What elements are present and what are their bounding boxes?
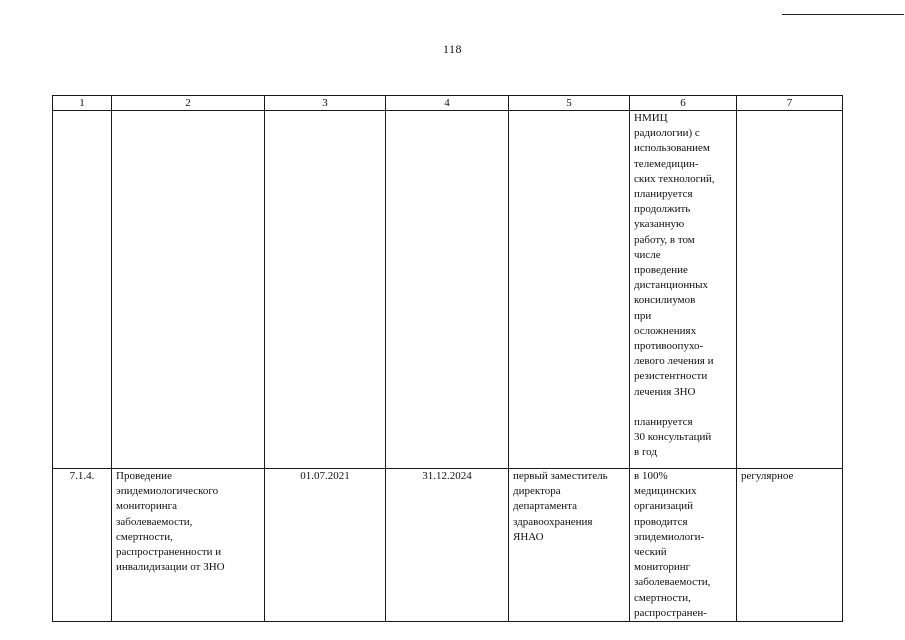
header-row [53, 96, 843, 111]
header-col-2: 2 [112, 96, 265, 111]
text-line: проведение [634, 264, 688, 277]
text-line: распространен- [634, 606, 707, 619]
cell-result [630, 469, 737, 622]
text-line: организаций [634, 500, 694, 513]
page-number: 118 [442, 42, 463, 56]
cell-empty [53, 111, 112, 469]
text-line: эпидемиологического [116, 485, 219, 498]
text-line: первый заместитель [513, 470, 608, 482]
text-line: радиологии) с [634, 127, 700, 140]
header-col-4: 4 [386, 96, 509, 111]
text-line: при [634, 309, 652, 322]
text-line: противоопухо- [634, 340, 704, 353]
document-table [52, 95, 843, 622]
cell-start-date: 01.07.2021 [265, 469, 386, 622]
result-text-plan [634, 415, 732, 461]
cell-responsible [509, 469, 630, 622]
header-col-6: 6 [630, 96, 737, 111]
text-line: резистентности [634, 370, 708, 383]
text-line: мониторинг [634, 561, 691, 574]
text-line: консилиумов [634, 294, 696, 307]
cell-result-continuation [630, 111, 737, 469]
text-line: Проведение [116, 470, 172, 482]
result-text [634, 111, 732, 400]
text-line: числе [634, 248, 661, 261]
table-row-continuation [53, 111, 843, 469]
paragraph-gap [634, 400, 732, 415]
header-col-1: 1 [53, 96, 112, 111]
responsible-text [513, 469, 625, 545]
text-line: дистанционных [634, 279, 709, 292]
text-line: заболеваемости, [634, 576, 711, 589]
text-line: эпидемиологи- [634, 530, 705, 543]
header-col-7: 7 [737, 96, 843, 111]
cell-item-number: 7.1.4. [53, 469, 112, 622]
text-line: ческий [634, 546, 667, 559]
text-line: 30 консультаций [634, 431, 712, 444]
text-line: смертности, [116, 530, 173, 543]
text-line: работу, в том [634, 233, 695, 246]
top-rule [782, 14, 904, 15]
cell-activity-name [112, 469, 265, 622]
text-line: в 100% [634, 470, 668, 482]
cell-periodicity: регулярное [737, 469, 843, 622]
text-line: осложнениях [634, 324, 697, 337]
header-col-5: 5 [509, 96, 630, 111]
text-line: директора [513, 485, 561, 498]
text-line: медицинских [634, 485, 697, 498]
text-line: телемедицин- [634, 157, 699, 170]
text-line: планируется [634, 188, 693, 201]
cell-empty [112, 111, 265, 469]
text-line: левого лечения и [634, 355, 714, 368]
header-col-3: 3 [265, 96, 386, 111]
text-line: ЯНАО [513, 530, 544, 543]
text-line: НМИЦ [634, 112, 668, 124]
text-line: ских технологий, [634, 172, 715, 185]
text-line: планируется [634, 415, 693, 428]
text-line: лечения ЗНО [634, 385, 696, 398]
text-line: в год [634, 446, 657, 459]
result-text [634, 469, 732, 621]
text-line: инвалидизации от ЗНО [116, 561, 225, 574]
text-line: мониторинга [116, 500, 178, 513]
cell-empty [265, 111, 386, 469]
cell-empty [509, 111, 630, 469]
text-line: здравоохранения [513, 515, 593, 528]
cell-empty [737, 111, 843, 469]
text-line: распространенности и [116, 546, 222, 559]
text-line: указанную [634, 218, 685, 231]
text-line: заболеваемости, [116, 515, 193, 528]
text-line: проводится [634, 515, 688, 528]
text-line: департамента [513, 500, 577, 513]
table-row-7-1-4 [53, 469, 843, 622]
activity-text [116, 469, 260, 575]
text-line: продолжить [634, 203, 691, 216]
cell-end-date: 31.12.2024 [386, 469, 509, 622]
cell-empty [386, 111, 509, 469]
text-line: смертности, [634, 591, 691, 604]
text-line: использованием [634, 142, 710, 155]
